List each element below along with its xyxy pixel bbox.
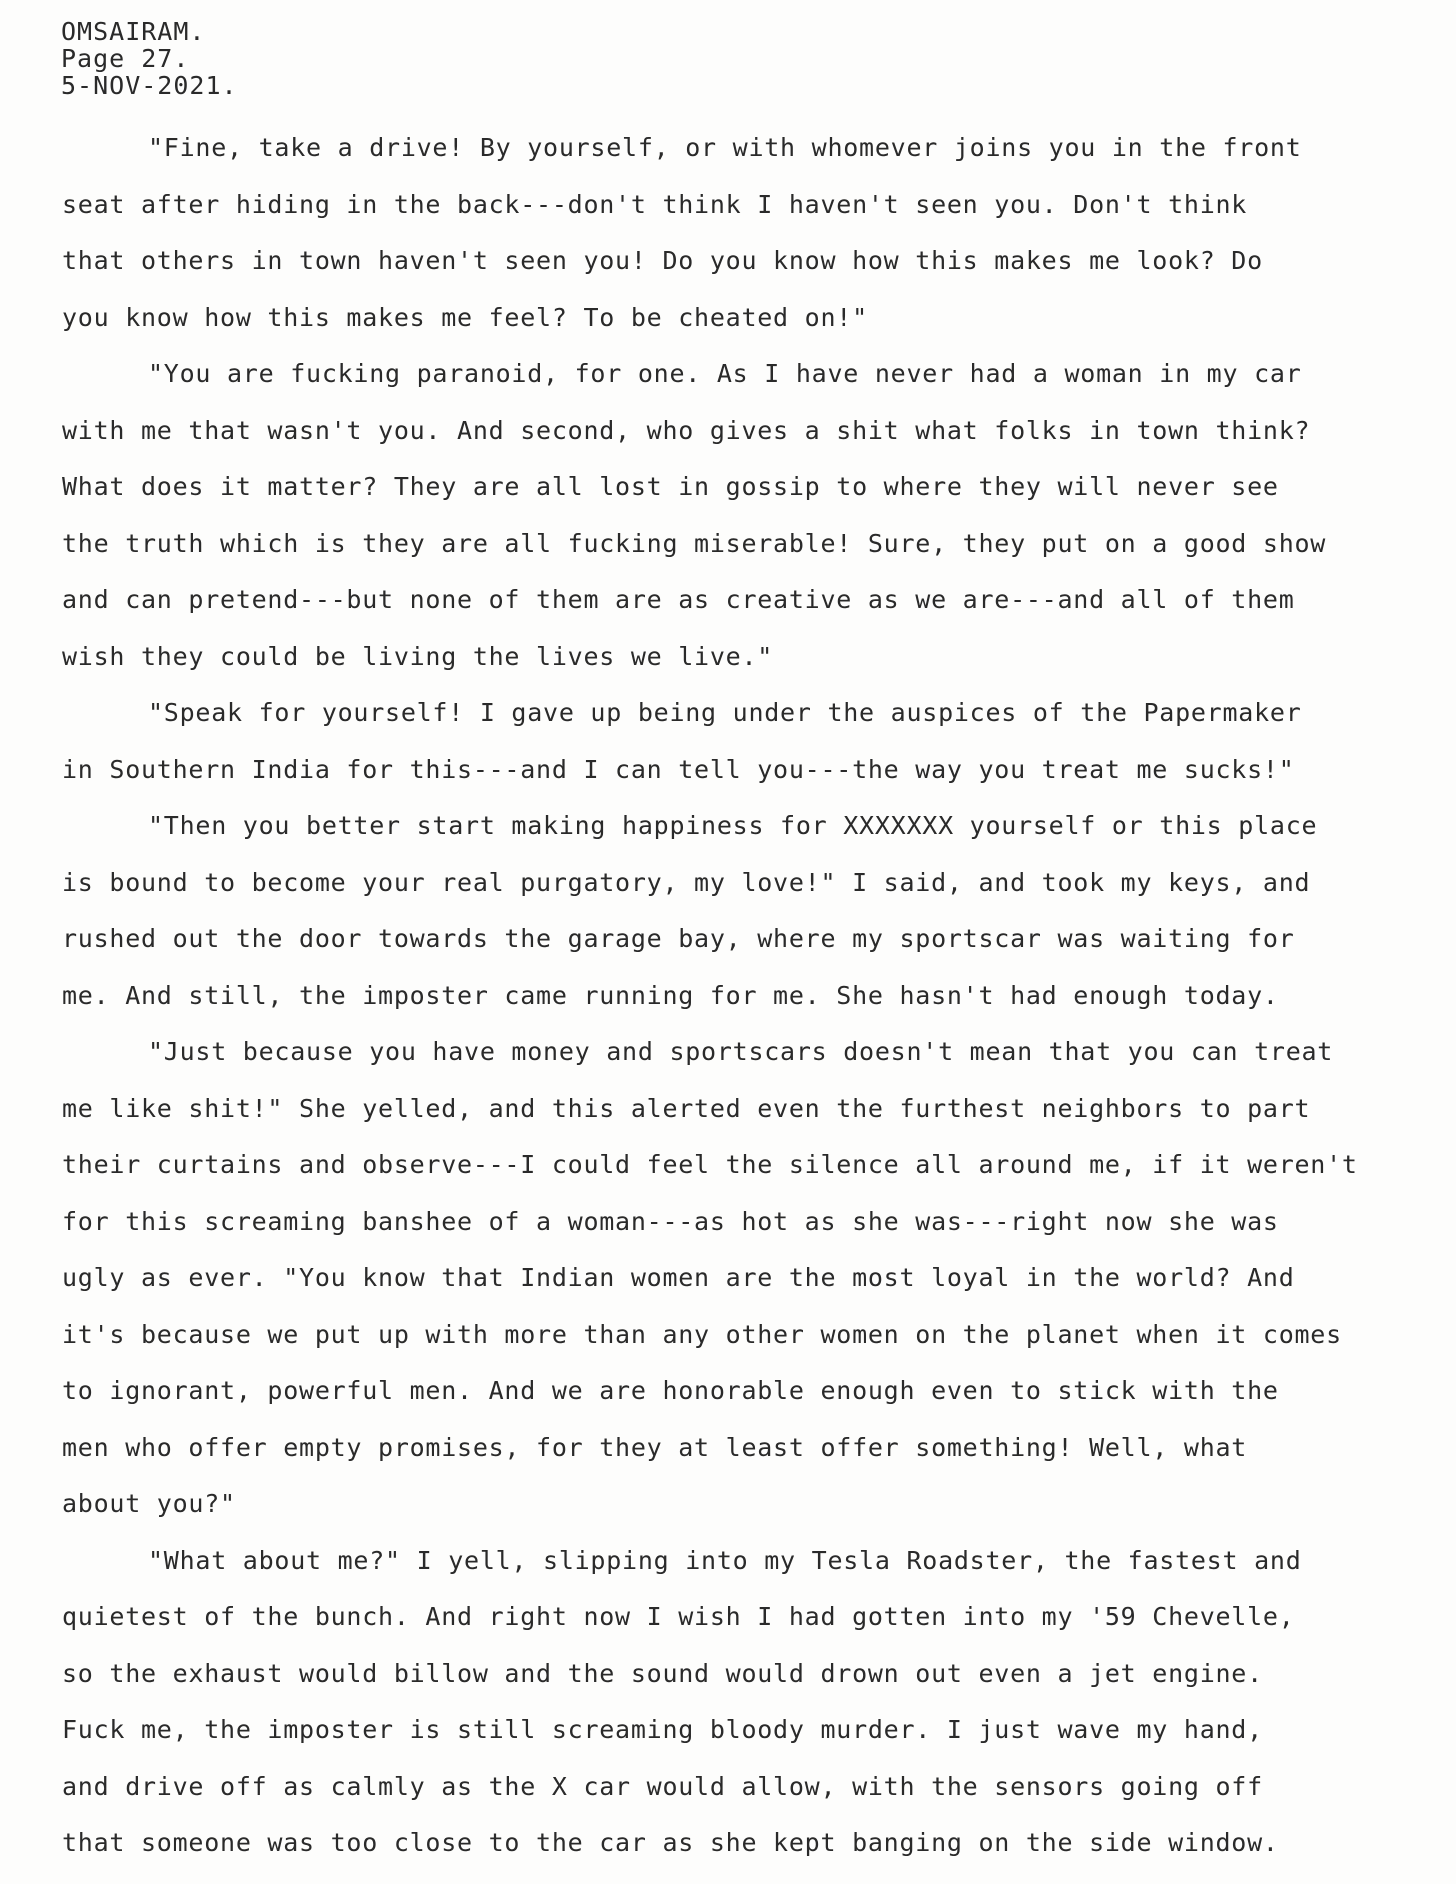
text-line: Fuck me, the imposter is still screaming bloody murder. I just wave my hand,	[62, 1715, 1263, 1744]
text-line: with me that wasn't you. And second, who gives a shit what folks in town think?	[62, 415, 1311, 445]
text-line: you know how this makes me feel? To be cheated on!"	[62, 302, 868, 332]
text-line: their curtains and observe---I could feel the silence all around me, if it weren't	[62, 1150, 1358, 1179]
text-line: me like shit!" She yelled, and this alerted even the furthest neighbors to part	[62, 1093, 1311, 1123]
text-line: What does it matter? They are all lost in gossip to where they will never see	[62, 472, 1279, 501]
text-line: the truth which is they are all fucking miserable! Sure, they put on a good show	[62, 528, 1327, 558]
text-line: men who offer empty promises, for they at least offer something! Well, what	[62, 1432, 1248, 1462]
text-line: ugly as ever. "You know that Indian women are the most loyal in the world? And	[62, 1263, 1295, 1292]
text-line: quietest of the bunch. And right now I wish I had gotten into my '59 Chevelle,	[62, 1602, 1295, 1631]
text-line: about you?"	[62, 1489, 236, 1518]
text-line: and drive off as calmly as the X car would allow, with the sensors going off	[62, 1771, 1263, 1801]
text-line: "What about me?" I yell, slipping into my Tesla Roadster, the fastest and	[148, 1545, 1302, 1575]
text-line: is bound to become your real purgatory, my love!" I said, and took my keys, and	[62, 867, 1311, 897]
page-header	[61, 18, 238, 99]
header-title: OMSAIRAM.	[61, 17, 206, 46]
text-line: "Fine, take a drive! By yourself, or with whomever joins you in the front	[148, 133, 1302, 162]
text-line: "Then you better start making happiness for XXXXXXX yourself or this place	[148, 811, 1318, 840]
text-line: rushed out the door towards the garage bay, where my sportscar was waiting for	[62, 924, 1295, 953]
text-line: me. And still, the imposter came running for me. She hasn't had enough today.	[62, 980, 1279, 1010]
text-line: in Southern India for this---and I can tell you---the way you treat me sucks!"	[62, 754, 1295, 784]
text-line: it's because we put up with more than any other women on the planet when it comes	[62, 1319, 1342, 1349]
text-line: so the exhaust would billow and the sound would drown out even a jet engine.	[62, 1658, 1263, 1688]
text-line: for this screaming banshee of a woman---as hot as she was---right now she was	[62, 1206, 1279, 1236]
page-body	[62, 128, 1452, 1880]
text-line: seat after hiding in the back---don't think I haven't seen you. Don't think	[62, 189, 1248, 219]
text-line: "You are fucking paranoid, for one. As I have never had a woman in my car	[148, 359, 1302, 388]
text-line: "Speak for yourself! I gave up being under the auspices of the Papermaker	[148, 698, 1302, 727]
header-date: 5-NOV-2021.	[61, 71, 238, 100]
text-line: "Just because you have money and sportscars doesn't mean that you can treat	[148, 1037, 1334, 1066]
text-line: wish they could be living the lives we live."	[62, 641, 774, 671]
text-line: that others in town haven't seen you! Do you know how this makes me look? Do	[62, 246, 1263, 275]
text-line: and can pretend---but none of them are as creative as we are---and all of them	[62, 585, 1295, 614]
text-line: to ignorant, powerful men. And we are honorable enough even to stick with the	[62, 1376, 1279, 1405]
text-line: that someone was too close to the car as she kept banging on the side window.	[62, 1828, 1279, 1857]
header-page-number: Page 27.	[61, 44, 190, 73]
